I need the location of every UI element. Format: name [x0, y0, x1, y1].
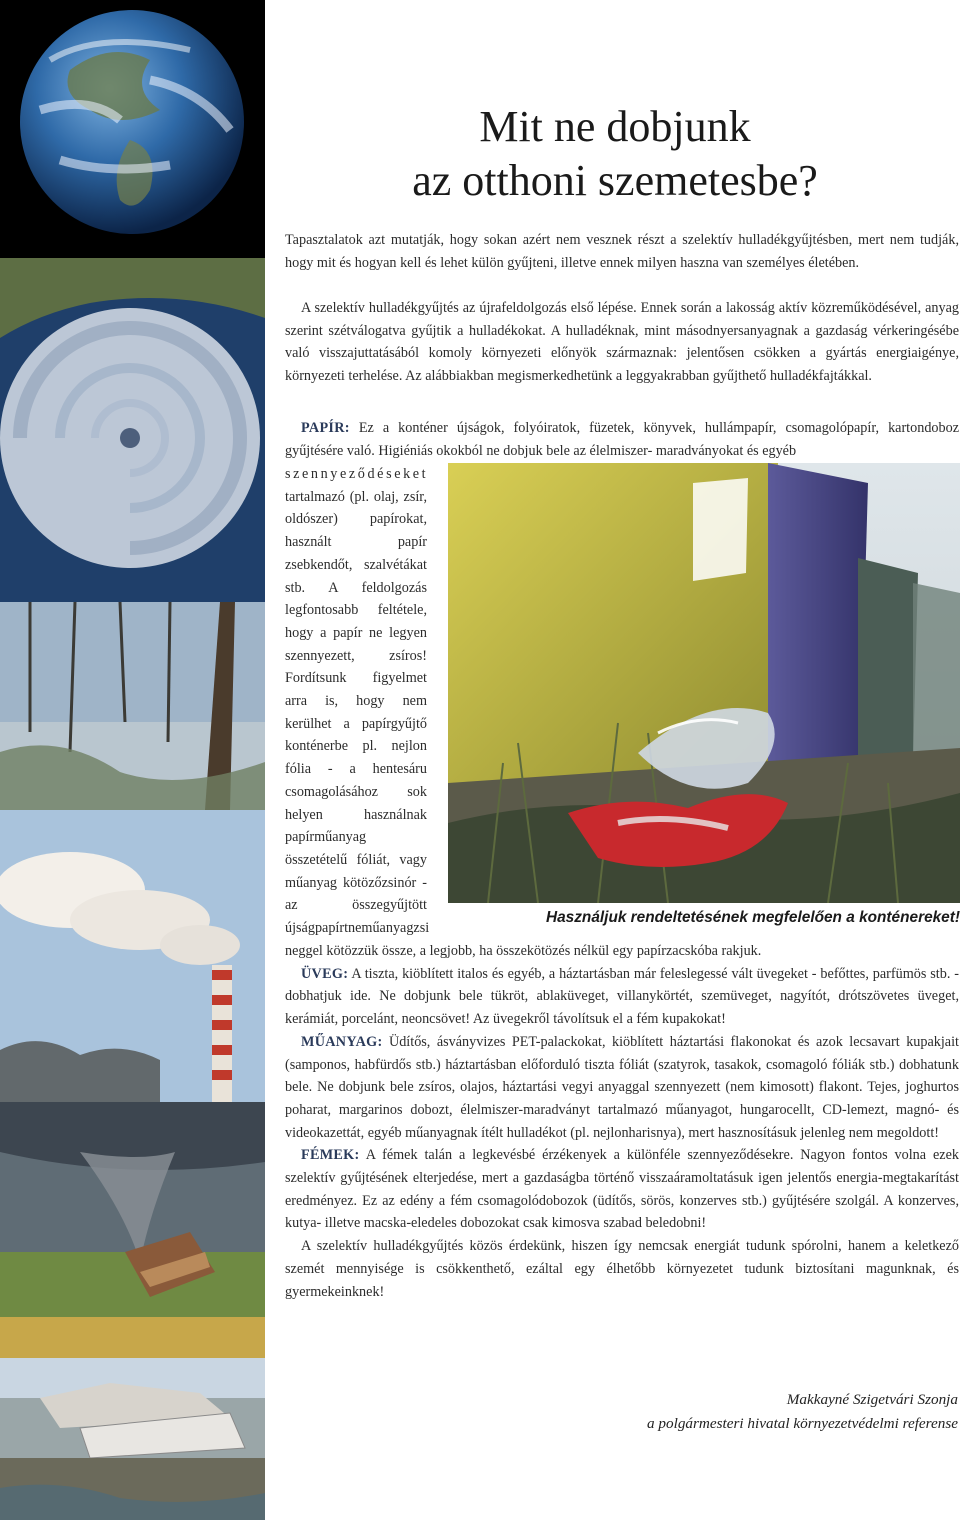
paper-paragraph	[285, 417, 959, 462]
plastic-text: Üdítős, ásványvizes PET-palackokat, kiöblített háztartási flakonokat és azok lecsavart kupakjait (samponos, habfürdős stb.) háztartásban előforduló tiszta fóliát (szatyrok, tasakok, csomagoló fóliák stb.) dobhatunk bele. Ne dobjunk bele zsíros, olajos, háztartási vegyi anyaggal szennyezett (nem kimosott) flakont. Tejes, joghurtos poharat, margarinos dobozt, élelmiszer-maradványt tartalmazó műanyagot, hungarocellt, CD-lemezt, magnó- és videokazettát, egyéb műanyagnak ítélt hulladékot (pl. nejlonharisnya), mert hasznosításuk jelenleg nem megoldott!	[285, 1033, 959, 1141]
signature-role: a polgármesteri hivatal környezetvédelmi referense	[647, 1415, 958, 1432]
forest-fire-photo	[0, 602, 265, 810]
paper-label: PAPÍR:	[301, 420, 350, 436]
glass-label: ÜVEG:	[301, 965, 349, 982]
metal-text: A fémek talán a legkevésbé érzékenyek a különféle szennyeződésekre. Nagyon fontos volna ezek szelektív gyűjtésének elterjedése, mert a gazdaságba történő visszaáramoltatásuk igen jelentős energia-megtakarítást eredményez. Ez az edény a fém csomagolódobozok (üdítős, sörös, konzerves stb.) gyűjtésére szolgál. A konzerves, kutya- illetve macska-eledeles dobozokat csak kimosva szabad beledobni!	[285, 1147, 959, 1232]
smokestack-photo	[0, 810, 265, 1102]
intro-section	[285, 229, 959, 274]
containers-photo	[448, 463, 960, 903]
closing-paragraph: A szelektív hulladékgyűjtés közös érdekünk, hiszen így nemcsak energiát tudunk spórolni, hanem a keletkező szemét mennyisége is csökkenthető, ezáltal egy élhetőbb környezetet tudunk biztosítani magunknak, és gyermekeinknek!	[285, 1238, 959, 1300]
paper-spaced-word: szennyeződéseket	[285, 466, 429, 482]
plastic-label: MŰANYAG:	[301, 1033, 383, 1050]
main-text-lower	[285, 940, 959, 1303]
glass-text: A tiszta, kiöblített italos és egyéb, a háztartásban már feleslegessé vált üvegeket - befőttes, parfümös stb. - dobhatjuk ide. Ne dobjunk bele tükröt, ablaküveget, villanykörtét, szemüveget, nagyítót, drótszövetes üveget, kerámiát, porcelánt, neoncsövet! Az üvegekről távolítsuk el a fém kupakokat!	[285, 965, 959, 1028]
plastic-paragraph	[285, 1031, 959, 1145]
tornado-photo	[0, 1102, 265, 1358]
metal-label: FÉMEK:	[301, 1147, 360, 1164]
signature-name: Makkayné Szigetvári Szonja	[786, 1391, 958, 1408]
intro-paragraph: Tapasztalatok azt mutatják, hogy sokan azért nem vesznek részt a szelektív hulladékgyűjtésben, mert nem tudják, hogy mit és hogyan kell és lehet külön gyűjteni, illetve ennek milyen haszna van személyes életében.	[285, 232, 959, 271]
paper-text-wide: Ez a konténer újságok, folyóiratok, füzetek, könyvek, hullámpapír, csomagolópapír, kartondoboz gyűjtésére való. Higiéniás okokból ne dobjuk bele az élelmiszer- maradványokat és egyéb	[285, 420, 959, 459]
paper-text-narrow: tartalmazó (pl. olaj, zsír, oldószer) papírokat, használt papír zsebkendőt, szalvétákat stb. A feldolgozás legfontosabb feltétele, hogy a papír ne legyen szennyezett, zsíros! Fordítsunk figyelmet arra is, hogy nem kerülhet a papírgyűjtő konténerbe pl. nejlon fólia - a hentesáru csomagolásához sok helyen használnak papírműanyag összetételű fóliát, vagy műanyag kötözőzsinór - az összegyűjtött újságpapírtneműanyagzsi	[285, 488, 430, 937]
selective-paragraph: A szelektív hulladékgyűjtés az újrafeldolgozás első lépése. Ennek során a lakosság aktív közreműködésével, anyag szerint szétválogatva gyűjtik a hulladékokat. A hulladéknak, mint másodnyersanyagnak a gazdaság vérkeringésébe való visszajuttatásából komoly környezeti előnyök származnak: jelentősen csökken a gyártás energiaigénye, környezeti terhelése. Az alábbiakban megismerkedhetünk a leggyakrabban gyűjthető hulladékfajtákkal.	[285, 300, 959, 385]
signature	[458, 1388, 958, 1436]
paper-section-wide	[285, 417, 959, 462]
metal-paragraph	[285, 1144, 959, 1235]
title-line-2: az otthoni szemetesbe?	[412, 156, 818, 205]
hurricane-photo	[0, 258, 265, 602]
flood-debris-photo	[0, 1358, 265, 1520]
title-line-1: Mit ne dobjunk	[479, 102, 751, 151]
photo-caption: Használjuk rendeltetésének megfelelően a konténereket!	[546, 909, 960, 926]
photo-strip	[0, 0, 265, 1520]
paper-narrow-column	[285, 463, 430, 940]
selective-collection-section	[285, 297, 959, 388]
glass-paragraph	[285, 963, 959, 1031]
earth-photo	[0, 0, 265, 258]
paper-text-after: neggel kötözzük össze, a legjobb, ha összekötözés nélkül egy papírzacskóba rakjuk.	[285, 943, 762, 959]
page-title	[370, 100, 860, 208]
